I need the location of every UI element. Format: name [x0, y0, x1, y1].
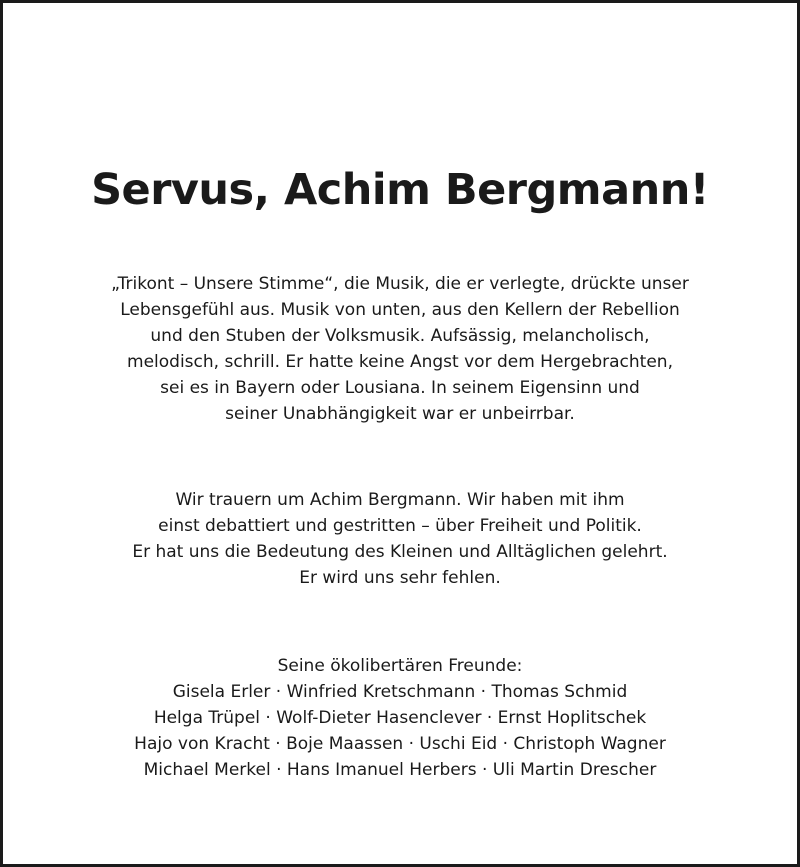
signature-names-line: Hajo von Kracht · Boje Maassen · Uschi Eid · Christoph Wagner — [134, 734, 666, 754]
signature-names-line: Gisela Erler · Winfried Kretschmann · Thomas Schmid — [172, 682, 628, 702]
tribute-line: und den Stuben der Volksmusik. Aufsässig, melancholisch, — [150, 326, 650, 346]
signatures-heading: Seine ökolibertären Freunde: — [277, 656, 523, 676]
mourning-line: Er hat uns die Bedeutung des Kleinen und Alltäglichen gelehrt. — [132, 542, 668, 562]
mourning-line: Wir trauern um Achim Bergmann. Wir haben mit ihm — [175, 490, 625, 510]
mourning-line: einst debattiert und gestritten – über Freiheit und Politik. — [158, 516, 642, 536]
tribute-line: „Trikont – Unsere Stimme“, die Musik, die er verlegte, drückte unser — [111, 274, 689, 294]
tribute-line: seiner Unabhängigkeit war er unbeirrbar. — [225, 404, 575, 424]
obituary-title: Servus, Achim Bergmann! — [91, 165, 709, 215]
tribute-line: melodisch, schrill. Er hatte keine Angst vor dem Hergebrachten, — [127, 352, 673, 372]
signature-names-line: Michael Merkel · Hans Imanuel Herbers · Uli Martin Drescher — [143, 760, 657, 780]
tribute-line: Lebensgefühl aus. Musik von unten, aus den Kellern der Rebellion — [120, 300, 680, 320]
signatures-block — [0, 653, 800, 783]
signature-names-line: Helga Trüpel · Wolf-Dieter Hasenclever · Ernst Hoplitschek — [153, 708, 647, 728]
tribute-paragraph — [0, 271, 800, 427]
tribute-line: sei es in Bayern oder Lousiana. In seinem Eigensinn und — [160, 378, 640, 398]
mourning-line: Er wird uns sehr fehlen. — [299, 568, 501, 588]
mourning-paragraph — [0, 487, 800, 591]
